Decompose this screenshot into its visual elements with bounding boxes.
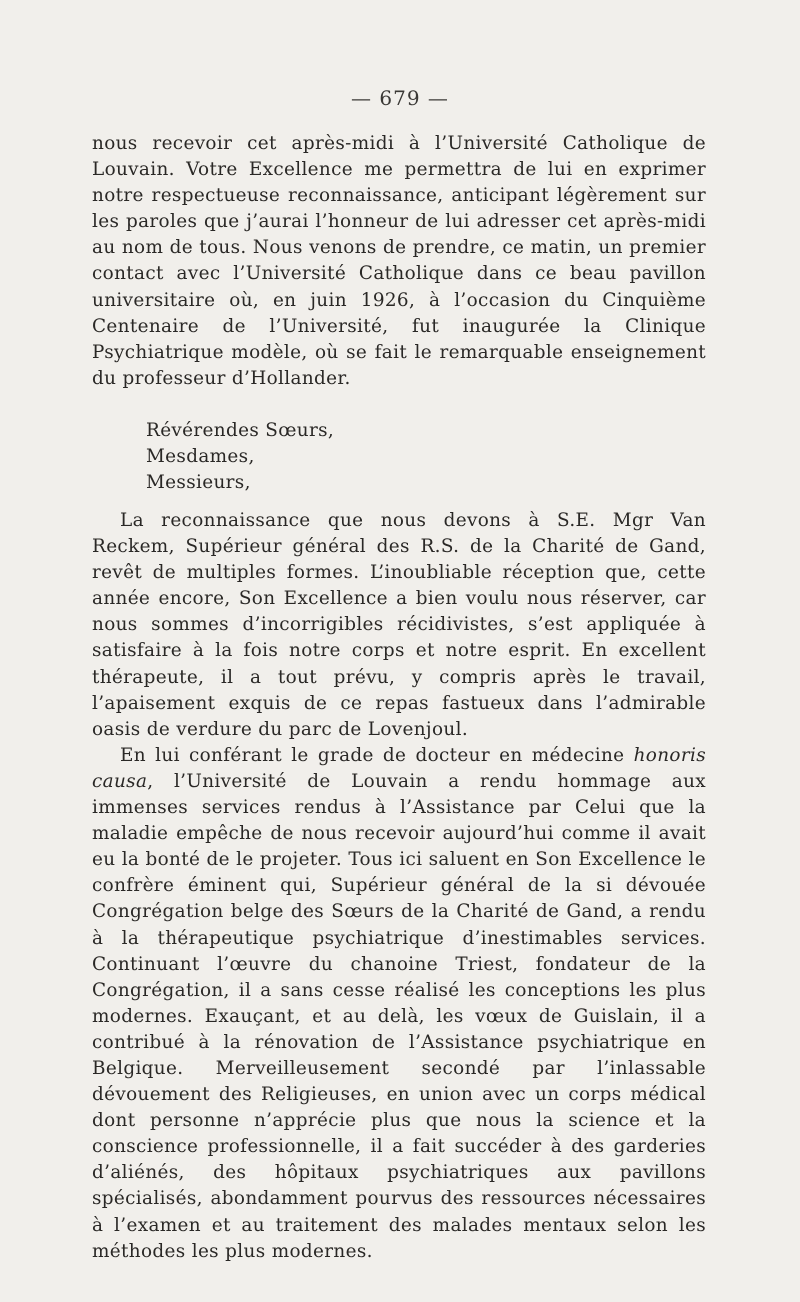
paragraph-3-start: En lui conférant le grade de docteur en médecine bbox=[120, 744, 634, 766]
paragraph-reconnaissance: La reconnaissance que nous devons à S.E. Mgr Van Reckem, Supérieur général des R.S. de la Charité de Gand, revêt de multiples formes. L’inoubliable réception que, cette année encore, Son Excellence a bien voulu nous réserver, car nous sommes d’incorrigibles récidivistes, s’est appliquée à satisfaire à la fois notre corps et notre esprit. En excellent thérapeute, il a tout prévu, y compris après le travail, l’apaisement exquis de ce repas fastueux dans l’admirable oasis de verdure du parc de Lovenjoul. bbox=[92, 510, 706, 740]
page-number: — 679 — bbox=[351, 86, 449, 110]
intro-paragraph-block bbox=[92, 131, 706, 392]
paragraph-honoris-causa bbox=[92, 743, 706, 1265]
salutation bbox=[146, 418, 334, 496]
salutation-line-ladies: Mesdames, bbox=[146, 446, 255, 468]
honoris-causa-italic: honoris causa bbox=[92, 744, 706, 792]
paragraph-3-rest: , l’Université de Louvain a rendu hommage aux immenses services rendus à l’Assistance par Celui que la maladie empêche de nous recevoir aujourd’hui comme il avait eu la bonté de le projeter. Tous ici saluent en Son Excellence le confrère éminent qui, Supérieur général de la si dévouée Congrégation belge des Sœurs de la Charité de Gand, a rendu à la thérapeutique psychiatrique d’inestimables services. Continuant l’œuvre du chanoine Triest, fondateur de la Congrégation, il a sans cesse réalisé les conceptions les plus modernes. Exauçant, et au delà, les vœux de Guislain, il a contribué à la rénovation de l’Assistance psychiatrique en Belgique. Merveilleusement secondé par l’inlassable dévouement des Religieuses, en union avec un corps médical dont personne n’apprécie plus que nous la science et la conscience professionnelle, il a fait succéder à des garderies d’aliénés, des hôpitaux psychiatriques aux pavillons spécialisés, abondamment pourvus des ressources nécessaires à l’examen et au traitement des malades mentaux selon les méthodes les plus modernes. bbox=[92, 770, 706, 1262]
salutation-line-gentlemen: Messieurs, bbox=[146, 472, 251, 494]
intro-paragraph: nous recevoir cet après-midi à l’Université Catholique de Louvain. Votre Excellence me permettra de lui en exprimer notre respectueuse reconnaissance, anticipant légèrement sur les paroles que j’aurai l’honneur de lui adresser cet après-midi au nom de tous. Nous venons de prendre, ce matin, un premier contact avec l’Université Catholique dans ce beau pavillon universitaire où, en juin 1926, à l’occasion du Cinquième Centenaire de l’Université, fut inaugurée la Clinique Psychiatrique modèle, où se fait le remarquable enseignement du professeur d’Hollander. bbox=[92, 133, 706, 389]
body-text-block bbox=[92, 508, 706, 1265]
salutation-line-sisters: Révérendes Sœurs, bbox=[146, 420, 335, 441]
